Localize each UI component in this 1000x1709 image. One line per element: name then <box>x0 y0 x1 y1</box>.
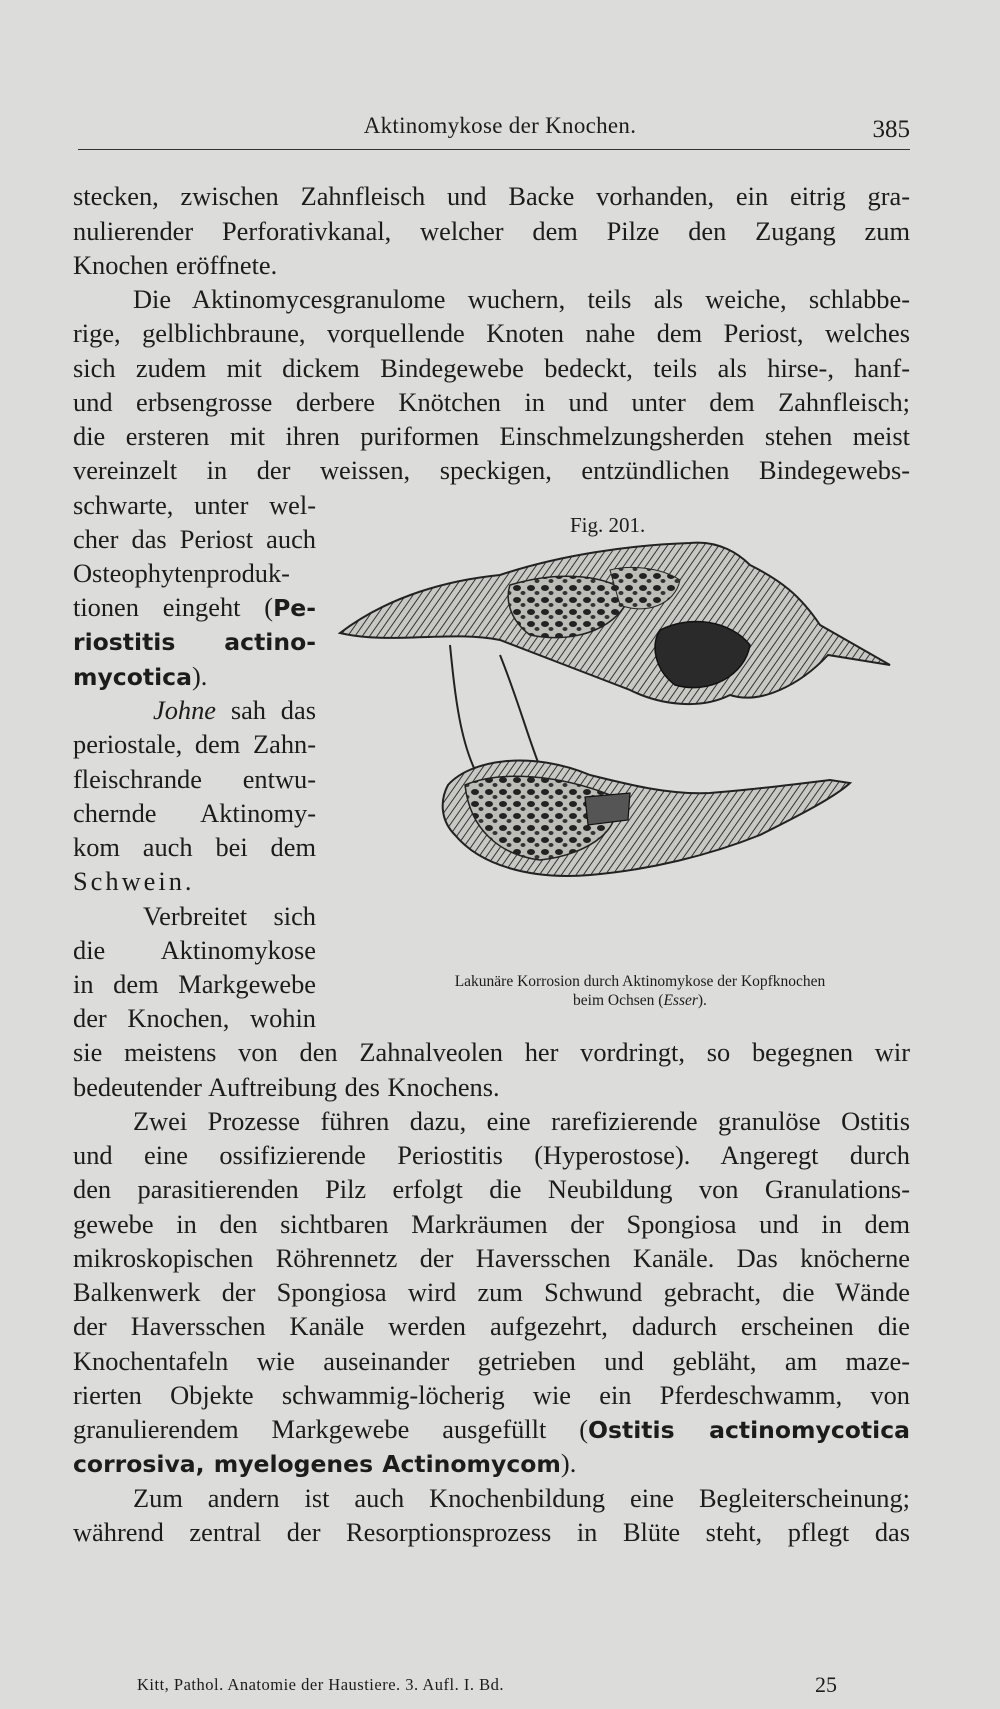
narrow-line-11: kom auch bei dem <box>73 832 316 862</box>
text-line-17: Balkenwerk der Spongiosa wird zum Schwund gebracht, die Wände <box>73 1277 910 1307</box>
narrow-line-2: cher das Periost auch <box>73 524 316 554</box>
text-line-19: Knochentafeln wie auseinander getrieben und gebläht, am maze- <box>73 1346 910 1376</box>
figure-label: Fig. 201. <box>570 513 646 537</box>
text-line-21-text: granulierendem Markgewebe ausgefüllt ( <box>73 1414 589 1444</box>
narrow-line-15: in dem Markgewebe <box>73 969 316 999</box>
signature-mark: 25 <box>815 1672 837 1697</box>
caption-line-1: Lakunäre Korrosion durch Aktinomykose der Kopfknochen <box>454 973 826 990</box>
narrow-line-4-text: tionen eingeht ( <box>73 592 274 622</box>
author-name: Johne <box>153 695 217 725</box>
narrow-line-9: fleischrande entwu- <box>73 764 316 794</box>
text-line-23: Zum andern ist auch Knochenbildung eine Begleiterscheinung; <box>133 1483 910 1513</box>
text-line-24: während zentral der Resorptionsprozess in Blüte steht, pflegt das <box>73 1517 910 1547</box>
narrow-line-3: Osteophytenproduk- <box>73 558 290 588</box>
text-line-2: nulierender Perforativkanal, welcher dem Pilze den Zugang zum <box>73 216 910 246</box>
skull-illustration <box>330 535 910 955</box>
text-line-7: und erbsengrosse derbere Knötchen in und unter dem Zahnfleisch; <box>73 387 910 417</box>
text-line-15: gewebe in den sichtbaren Markräumen der Spongiosa und in dem <box>73 1209 910 1239</box>
text-line-22 <box>73 1447 910 1480</box>
text-line-4: Die Aktinomycesgranulome wuchern, teils als weiche, schlabbe- <box>133 284 910 314</box>
narrow-line-4 <box>73 591 316 624</box>
narrow-line-10: chernde Aktinomy- <box>73 798 316 828</box>
narrow-line-6-text: ). <box>191 661 208 691</box>
text-line-8: die ersteren mit ihren puriformen Einschmelzungsherden stehen meist <box>73 421 910 451</box>
text-line-12: Zwei Prozesse führen dazu, eine rarefizierende granulöse Ostitis <box>133 1106 910 1136</box>
narrow-line-6 <box>73 660 316 693</box>
narrow-line-16: der Knochen, wohin <box>73 1003 316 1033</box>
narrow-line-7-text: sah das <box>216 695 316 725</box>
text-line-18: der Haversschen Kanäle werden aufgezehrt, dadurch erscheinen die <box>73 1311 910 1341</box>
text-line-11: bedeutender Auftreibung des Knochens. <box>73 1072 500 1102</box>
text-line-6: sich zudem mit dickem Bindegewebe bedeckt, teils als hirse-, hanf- <box>73 353 910 383</box>
caption-author: Esser <box>663 992 698 1009</box>
bold-term: Pe- <box>273 594 316 622</box>
text-line-13: und eine ossifizierende Periostitis (Hyperostose). Angeregt durch <box>73 1140 910 1170</box>
narrow-line-14: die Aktinomykose <box>73 935 316 965</box>
narrow-line-8: periostale, dem Zahn- <box>73 729 316 759</box>
page-number: 385 <box>872 116 910 143</box>
text-line-16: mikroskopischen Röhrennetz der Haversschen Kanäle. Das knöcherne <box>73 1243 910 1273</box>
running-header-title: Aktinomykose der Knochen. <box>363 113 637 138</box>
bold-term: corrosiva, myelogenes Actinomycom <box>73 1450 561 1478</box>
text-line-14: den parasitierenden Pilz erfolgt die Neubildung von Granulations- <box>73 1174 910 1204</box>
bold-term: mycotica <box>73 663 192 691</box>
narrow-line-12: Schwein. <box>73 866 195 896</box>
text-line-22-text: ). <box>560 1448 577 1478</box>
text-line-21 <box>73 1413 910 1446</box>
text-line-10: sie meistens von den Zahnalveolen her vordringt, so begegnen wir <box>73 1037 910 1067</box>
caption-text-end: ). <box>697 992 707 1009</box>
bold-term: Ostitis actinomycotica <box>588 1416 910 1444</box>
narrow-line-5: riostitis actino- <box>73 628 316 656</box>
text-line-5: rige, gelblichbraune, vorquellende Knoten nahe dem Periost, welches <box>73 318 910 348</box>
narrow-line-13: Verbreitet sich <box>143 901 316 931</box>
text-line-20: rierten Objekte schwammig-löcherig wie ein Pferdeschwamm, von <box>73 1380 910 1410</box>
caption-text: beim Ochsen ( <box>573 992 664 1009</box>
narrow-line-1: schwarte, unter wel- <box>73 490 316 520</box>
text-line-3: Knochen eröffnete. <box>73 250 278 280</box>
caption-line-2 <box>340 991 940 1010</box>
header-rule <box>78 149 910 150</box>
text-line-9: vereinzelt in der weissen, speckigen, entzündlichen Bindegewebs- <box>73 455 910 485</box>
text-line-1: stecken, zwischen Zahnfleisch und Backe vorhanden, ein eitrig gra- <box>73 181 910 211</box>
footer-bibliography: Kitt, Pathol. Anatomie der Haustiere. 3. Aufl. I. Bd. <box>137 1675 504 1694</box>
narrow-line-7 <box>153 694 316 726</box>
figure-caption <box>340 972 940 1010</box>
